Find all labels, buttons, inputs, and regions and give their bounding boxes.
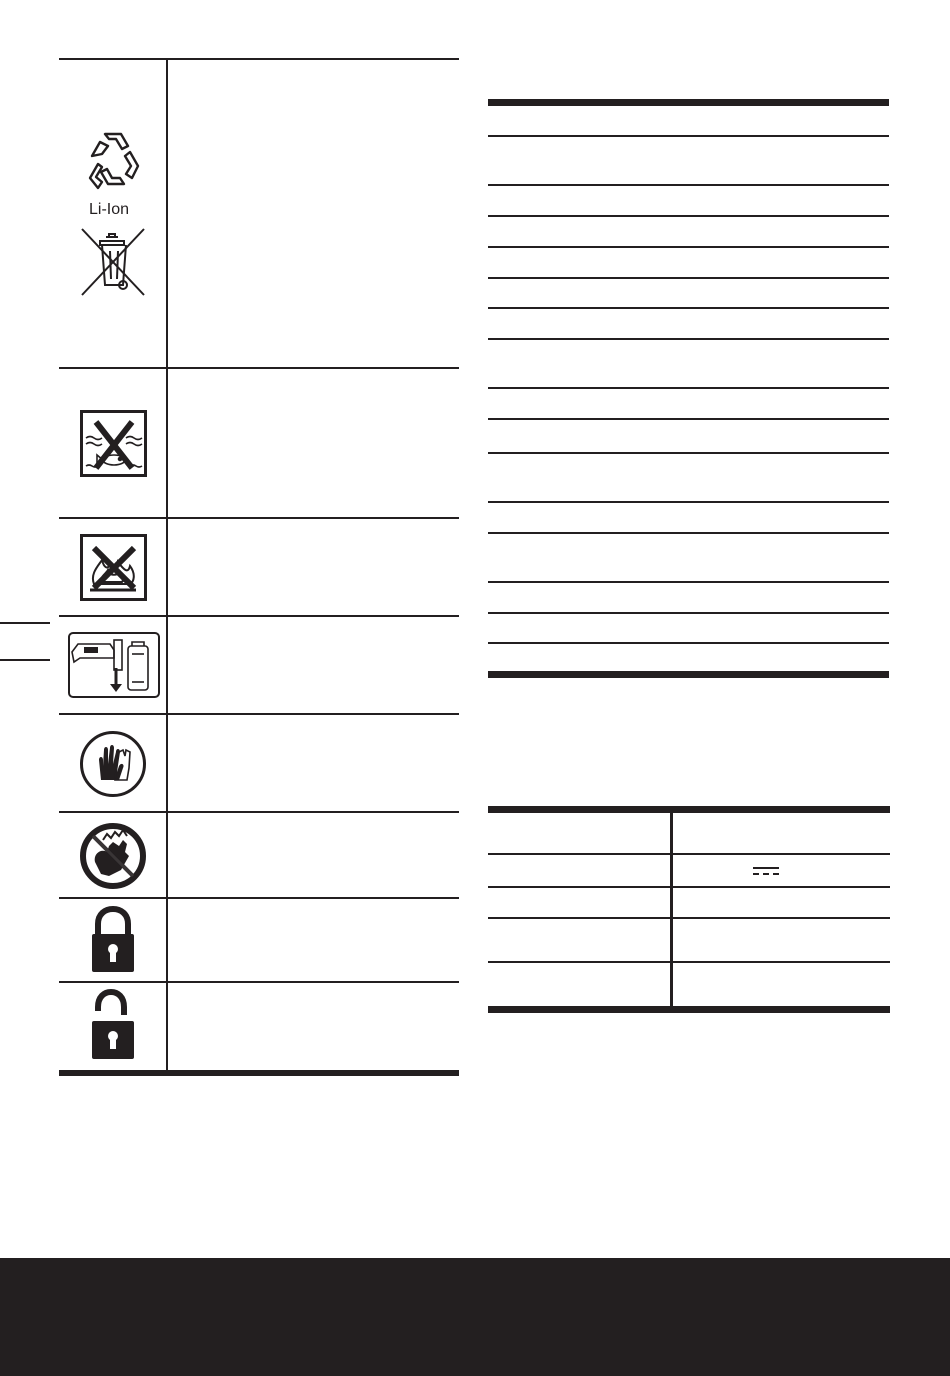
table-row-line — [488, 917, 890, 919]
spec-table-column-divider — [670, 806, 673, 1012]
tech-table-top-rule — [488, 99, 889, 106]
table-row-line — [488, 961, 890, 963]
table-row-line — [488, 501, 889, 503]
table-row-line — [488, 215, 889, 217]
table-row-line — [488, 307, 889, 309]
table-row-line — [488, 532, 889, 534]
table-row-line — [488, 581, 889, 583]
table-row-line — [488, 452, 889, 454]
table-row-line — [488, 338, 889, 340]
table-row-line — [488, 612, 889, 614]
padlock-unlocked-icon — [90, 989, 136, 1061]
table-row-line — [488, 418, 889, 420]
crossed-wheelie-bin-icon — [80, 227, 146, 297]
footer-band — [0, 1258, 950, 1376]
table-row-line — [488, 642, 889, 644]
table-row-line — [488, 246, 889, 248]
table-row-line — [488, 387, 889, 389]
margin-tab-top — [0, 622, 50, 624]
no-water-disposal-icon — [80, 410, 147, 477]
no-fire-disposal-icon — [80, 534, 147, 601]
wear-gloves-icon — [79, 730, 147, 798]
li-ion-label: Li-Ion — [89, 201, 130, 218]
table-row-line — [488, 886, 890, 888]
table-column-divider — [166, 58, 168, 1076]
row-separator — [59, 897, 459, 899]
row-separator — [59, 713, 459, 715]
table-row-line — [488, 853, 890, 855]
table-row-line — [488, 277, 889, 279]
row-separator — [59, 981, 459, 983]
table-bottom-rule — [59, 1070, 459, 1076]
no-hand-contact-icon — [79, 822, 147, 890]
row-separator — [59, 615, 459, 617]
dc-current-icon — [753, 866, 779, 876]
row-separator — [59, 367, 459, 369]
table-row-line — [488, 135, 889, 137]
row-separator — [59, 811, 459, 813]
spec-table-bottom-rule — [488, 1006, 890, 1013]
table-top-rule — [59, 58, 459, 60]
margin-tab-bottom — [0, 659, 50, 661]
table-row-line — [488, 184, 889, 186]
recycle-icon — [78, 128, 148, 194]
spec-table-top-rule — [488, 806, 890, 813]
tech-table-bottom-rule — [488, 671, 889, 678]
battery-removal-icon — [68, 632, 160, 698]
padlock-locked-icon — [90, 906, 136, 974]
row-separator — [59, 517, 459, 519]
